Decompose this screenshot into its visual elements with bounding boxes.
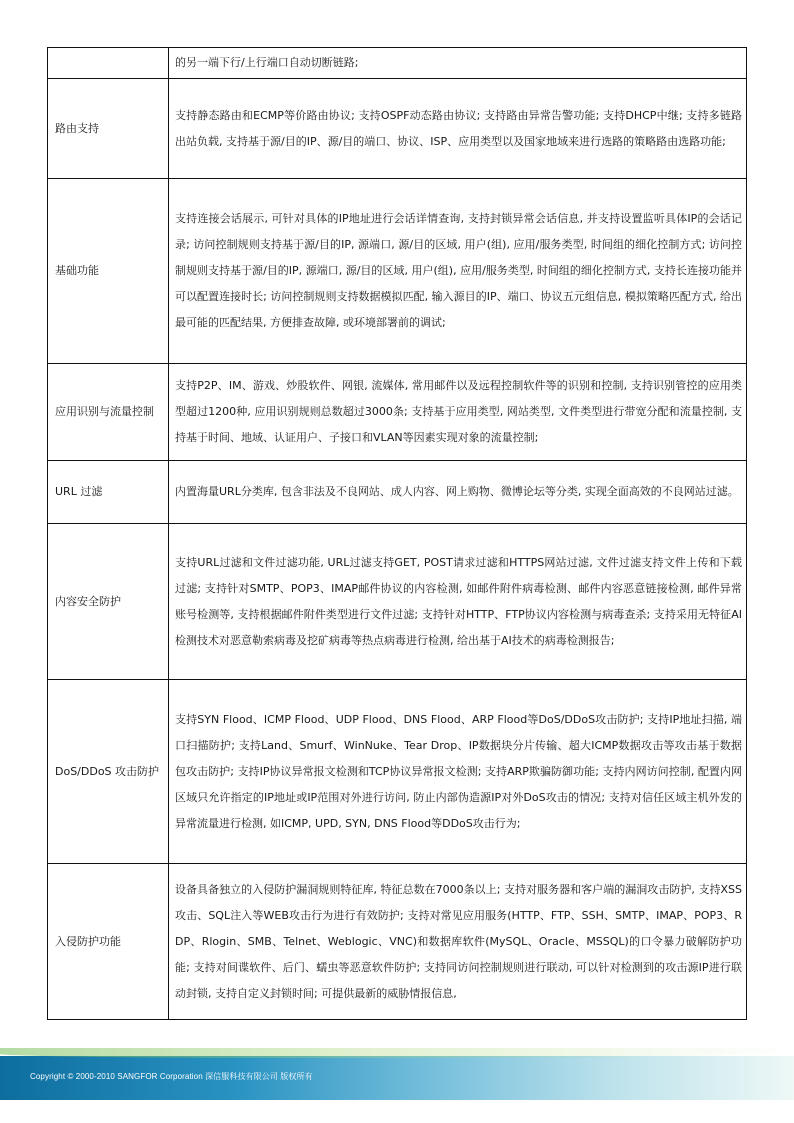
table-row: [48, 864, 747, 1020]
table-row: [48, 461, 747, 524]
feature-description: 设备具备独立的入侵防护漏洞规则特征库, 特征总数在7000条以上; 支持对服务器和客户端的漏洞攻击防护, 支持XSS攻击、SQL注入等WEB攻击行为进行有效防护; 支持对常见应用服务(HTTP、FTP、SSH、SMTP、IMAP、POP3、RDP、Rlogin、SMB、Telnet、Weblogic、VNC)和数据库软件(MySQL、Oracle、MSSQL)的口令暴力破解防护功能; 支持对间谍软件、后门、蠕虫等恶意软件防护; 支持同访问控制规则进行联动, 可以针对检测到的攻击源IP进行联动封锁, 支持自定义封锁时间; 可提供最新的威胁情报信息,: [169, 864, 747, 1020]
feature-name: 内容安全防护: [48, 524, 169, 680]
table-row: [48, 79, 747, 179]
feature-name: 基础功能: [48, 179, 169, 364]
table-row: [48, 680, 747, 864]
feature-description: 支持连接会话展示, 可针对具体的IP地址进行会话详情查询, 支持封锁异常会话信息, 并支持设置监听具体IP的会话记录; 访问控制规则支持基于源/目的IP, 源端口, 源/目的区域, 用户(组), 应用/服务类型, 时间组的细化控制方式; 访问控制规则支持基于源/目的IP, 源端口, 源/目的区域, 用户(组), 应用/服务类型, 时间组的细化控制方式, 支持长连接功能并可以配置连接时长; 访问控制规则支持数据模拟匹配, 输入源目的IP、端口、协议五元组信息, 模拟策略匹配方式, 给出最可能的匹配结果, 方便排查故障, 或环境部署前的调试;: [169, 179, 747, 364]
feature-name: 路由支持: [48, 79, 169, 179]
feature-description: 支持P2P、IM、游戏、炒股软件、网银, 流媒体, 常用邮件以及远程控制软件等的识别和控制, 支持识别管控的应用类型超过1200种, 应用识别规则总数超过3000条; 支持基于应用类型, 网站类型, 文件类型进行带宽分配和流量控制, 支持基于时间、地域、认证用户、子接口和VLAN等因素实现对象的流量控制;: [169, 364, 747, 461]
feature-description: 支持静态路由和ECMP等价路由协议; 支持OSPF动态路由协议; 支持路由异常告警功能; 支持DHCP中继; 支持多链路出站负载, 支持基于源/目的IP、源/目的端口、协议、ISP、应用类型以及国家地域来进行选路的策略路由选路功能;: [169, 79, 747, 179]
feature-name: DoS/DDoS 攻击防护: [48, 680, 169, 864]
feature-description: 支持URL过滤和文件过滤功能, URL过滤支持GET, POST请求过滤和HTTPS网站过滤, 文件过滤支持文件上传和下载过滤; 支持针对SMTP、POP3、IMAP邮件协议的内容检测, 如邮件附件病毒检测、邮件内容恶意链接检测, 邮件异常账号检测等, 支持根据邮件附件类型进行文件过滤; 支持针对HTTP、FTP协议内容检测与病毒查杀; 支持采用无特征AI检测技术对恶意勒索病毒及挖矿病毒等热点病毒进行检测, 给出基于AI技术的病毒检测报告;: [169, 524, 747, 680]
footer-band: [0, 1056, 794, 1100]
table-row: [48, 364, 747, 461]
feature-description: 内置海量URL分类库, 包含非法及不良网站、成人内容、网上购物、微博论坛等分类, 实现全面高效的不良网站过滤。: [169, 461, 747, 524]
spec-table: [47, 47, 747, 1020]
table-row: [48, 48, 747, 79]
feature-name: URL 过滤: [48, 461, 169, 524]
feature-description: 的另一端下行/上行端口自动切断链路;: [169, 48, 747, 79]
copyright-text: Copyright © 2000-2010 SANGFOR Corporation 深信服科技有限公司 版权所有: [30, 1072, 313, 1081]
table-row: [48, 179, 747, 364]
feature-description: 支持SYN Flood、ICMP Flood、UDP Flood、DNS Flood、ARP Flood等DoS/DDoS攻击防护; 支持IP地址扫描, 端口扫描防护; 支持Land、Smurf、WinNuke、Tear Drop、IP数据块分片传输、超大ICMP数据攻击等攻击基于数据包攻击防护; 支持IP协议异常报文检测和TCP协议异常报文检测; 支持ARP欺骗防御功能; 支持内网访问控制, 配置内网区域只允许指定的IP地址或IP范围对外进行访问, 防止内部伪造源IP对外DoS攻击的情况; 支持对信任区域主机外发的异常流量进行检测, 如ICMP, UPD, SYN, DNS Flood等DDoS攻击行为;: [169, 680, 747, 864]
feature-name: 应用识别与流量控制: [48, 364, 169, 461]
feature-name: 入侵防护功能: [48, 864, 169, 1020]
table-row: [48, 524, 747, 680]
feature-name: [48, 48, 169, 79]
